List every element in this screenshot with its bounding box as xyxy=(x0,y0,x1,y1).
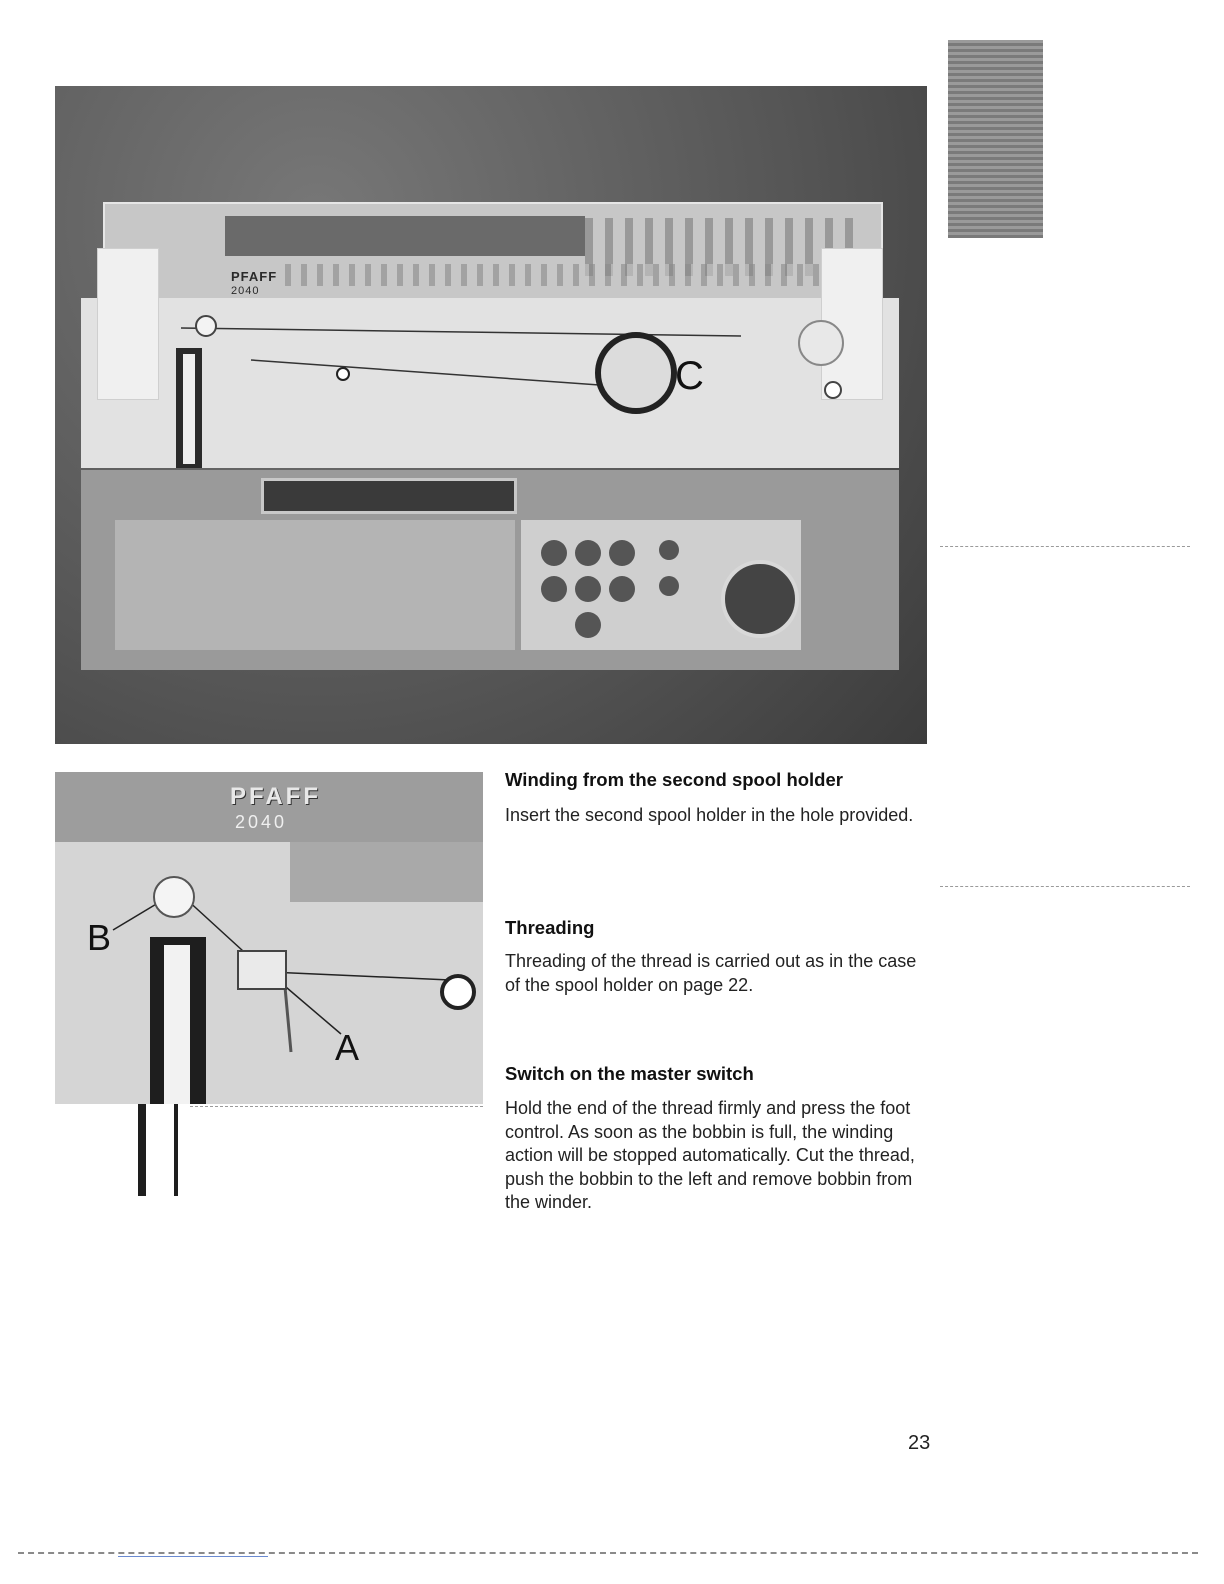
sewing-machine-photo xyxy=(55,86,927,744)
detail-thread-lines xyxy=(55,772,483,1104)
callout-a: A xyxy=(335,1027,360,1068)
scan-mark xyxy=(118,1556,268,1557)
page-number: 23 xyxy=(908,1432,931,1454)
control-button xyxy=(659,540,679,560)
section-body-master-switch: Hold the end of the thread firmly and press the foot control. As soon as the bobbin is full, the winding action will be stopped automatically. Cut the thread, push the bobbin to the left and remove bobbin from the winder. xyxy=(505,1098,915,1212)
machine-lid xyxy=(103,202,883,306)
control-button xyxy=(659,576,679,596)
second-spool-holder xyxy=(595,332,677,414)
control-button xyxy=(575,540,601,566)
control-button xyxy=(575,576,601,602)
section-body-threading: Threading of the thread is carried out as in the case of the spool holder on page 22. xyxy=(505,951,917,995)
control-panel xyxy=(521,520,801,650)
control-button xyxy=(609,576,635,602)
section-thumb-tab xyxy=(948,40,1043,238)
control-button xyxy=(609,540,635,566)
front-cover-panel xyxy=(115,520,515,650)
page-bottom-edge xyxy=(18,1552,1198,1554)
section-heading-winding: Winding from the second spool holder xyxy=(505,769,843,790)
stitch-dial xyxy=(721,560,799,638)
callout-c: C xyxy=(675,354,704,398)
tension-disc xyxy=(440,974,476,1010)
spool-pin-knob xyxy=(153,876,195,918)
section-body-winding: Insert the second spool holder in the hole provided. xyxy=(505,805,914,825)
divider xyxy=(940,546,1190,547)
control-button xyxy=(541,576,567,602)
machine-brand-label: PFAFF 2040 xyxy=(231,269,278,297)
detail-brand-label: PFAFF xyxy=(230,783,321,810)
control-button xyxy=(541,540,567,566)
section-heading-master-switch: Switch on the master switch xyxy=(505,1063,754,1084)
machine-model-label: 2040 xyxy=(231,285,260,297)
control-button xyxy=(575,612,601,638)
spool-holder-detail-photo xyxy=(55,772,483,1104)
section-heading-threading: Threading xyxy=(505,917,595,938)
spool-post xyxy=(150,937,206,1104)
lcd-display xyxy=(261,478,517,514)
detail-model-label: 2040 xyxy=(235,812,288,832)
machine-top-surface xyxy=(81,298,899,468)
spool-post-base xyxy=(174,1104,178,1196)
thread-path xyxy=(81,298,899,468)
lid-display-panel xyxy=(225,216,585,256)
divider xyxy=(190,1106,483,1107)
thread-guide xyxy=(237,950,287,990)
machine-front xyxy=(81,470,899,670)
callout-b: B xyxy=(87,917,112,958)
stitch-chart-row xyxy=(285,264,865,286)
spool-post-base xyxy=(138,1104,146,1196)
divider xyxy=(940,886,1190,887)
